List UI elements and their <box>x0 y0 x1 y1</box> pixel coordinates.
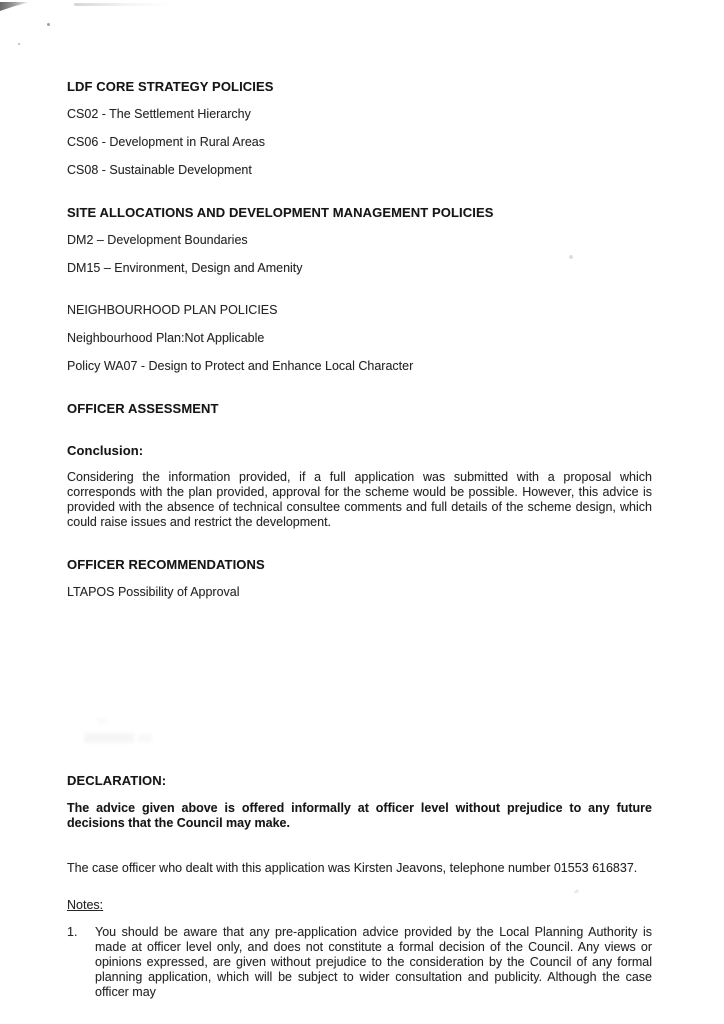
note-text: You should be aware that any pre-application advice provided by the Local Planning Authority is made at officer level only, and does not constitute a formal decision of the Council. Any views or opinions expressed, are given without prejudice to the consideration by the Council of any formal planning application, which will be subject to wider consultation and publicity. Although the case officer may <box>95 925 652 999</box>
neighbourhood-plan-item: Neighbourhood Plan:Not Applicable <box>67 331 265 345</box>
note-item-1 <box>67 925 652 1000</box>
note-number: 1. <box>67 925 78 939</box>
policy-item-cs06: CS06 - Development in Rural Areas <box>67 135 266 149</box>
scan-speck <box>18 43 20 45</box>
site-allocations-heading: SITE ALLOCATIONS AND DEVELOPMENT MANAGEMENT POLICIES <box>67 205 494 220</box>
officer-recommendations-heading: OFFICER RECOMMENDATIONS <box>67 557 265 572</box>
policy-item-dm15: DM15 – Environment, Design and Amenity <box>67 261 303 275</box>
declaration-paragraph: The advice given above is offered informally at officer level without prejudice to any future decisions that the Council may make. <box>67 801 652 830</box>
neighbourhood-policies-heading: NEIGHBOURHOOD PLAN POLICIES <box>67 303 278 317</box>
policy-item-cs02: CS02 - The Settlement Hierarchy <box>67 107 251 121</box>
policy-item-cs08: CS08 - Sustainable Development <box>67 163 252 177</box>
officer-assessment-heading: OFFICER ASSESSMENT <box>67 401 219 416</box>
scan-speck <box>47 23 50 26</box>
scan-streak <box>74 3 170 6</box>
conclusion-paragraph: Considering the information provided, if a full application was submitted with a proposal which corresponds with the plan provided, approval for the scheme would be possible. However, this advice is provided with the absence of technical consultee comments and full details of the scheme design, which could raise issues and restrict the development. <box>67 470 652 529</box>
recommendation-text: LTAPOS Possibility of Approval <box>67 585 240 599</box>
declaration-heading: DECLARATION: <box>67 773 167 788</box>
scan-corner-smudge <box>0 2 30 11</box>
document-content <box>67 79 652 1000</box>
policy-item-wa07: Policy WA07 - Design to Protect and Enhance Local Character <box>67 359 414 373</box>
case-officer-line: The case officer who dealt with this application was Kirsten Jeavons, telephone number 01553 616837. <box>67 861 638 875</box>
ldf-policies-heading: LDF CORE STRATEGY POLICIES <box>67 79 274 94</box>
notes-heading: Notes: <box>67 898 104 912</box>
conclusion-label: Conclusion: <box>67 443 144 458</box>
policy-item-dm2: DM2 – Development Boundaries <box>67 233 248 247</box>
